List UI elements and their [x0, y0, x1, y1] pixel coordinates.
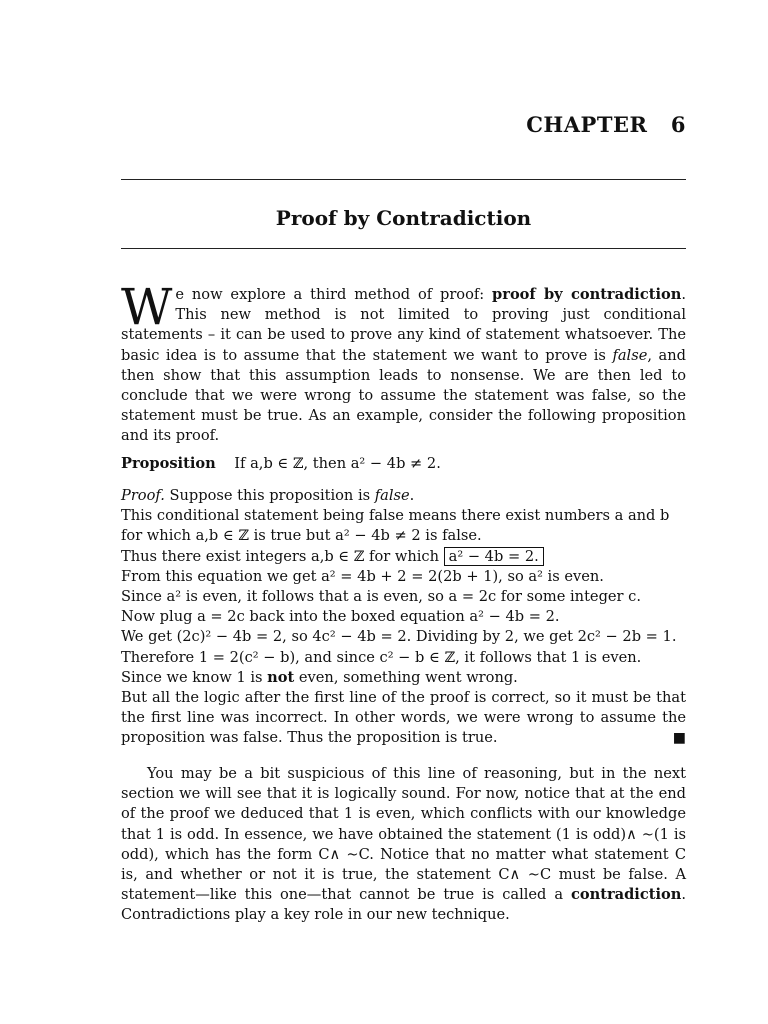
intro-paragraph	[121, 278, 686, 447]
bottom-rule	[121, 248, 686, 249]
proposition	[121, 454, 686, 474]
chapter-number: 6	[670, 112, 686, 137]
proof-block	[121, 486, 686, 749]
qed-icon: ■	[672, 730, 686, 747]
proof-text: Since we know 1 is	[121, 668, 268, 686]
boxed-equation: a² − 4b = 2.	[444, 547, 544, 566]
proof-bold-not: not	[267, 668, 295, 686]
closing-text-1: You may be a bit suspicious of this line of reasoning, but in the next section we will see that it is logically sound. For now, notice that at the end of the proof we deduced that 1 is even, which conflicts with our knowledge that 1 is odd. In essence, we have obtained the statement (1 is odd)∧ ∼(1 is odd), which has the form C∧ ∼C. Notice that no matter what statement C is, and whether or not it is true, the statement C∧ ∼C must be false. A statement—like this one—that cannot be true is called a	[121, 765, 686, 904]
intro-text-1: e now explore a third method of proof:	[175, 286, 493, 303]
intro-text-2: . This new method is not limited to proving just conditional statements – it can be used to prove any kind of statement whatsoever. The basic idea is to assume that the statement we want to prove is	[121, 286, 686, 364]
proof-line-1	[121, 486, 686, 506]
intro-italic-false: false	[612, 346, 648, 364]
proof-conclusion	[121, 688, 686, 749]
proof-line-9: Therefore 1 = 2(c² − b), and since c² − b ∈ ℤ, it follows that 1 is even.	[121, 648, 642, 666]
closing-paragraph	[121, 764, 686, 926]
proof-line-6: Since a² is even, it follows that a is even, so a = 2c for some integer c.	[121, 588, 641, 606]
intro-bold-term: proof by contradiction	[492, 286, 682, 303]
proof-text: .	[409, 487, 415, 504]
intro-text-3: , and then show that this assumption leads to nonsense. We are then led to conclude that we were wrong to assume the statement was false, so the statement must be true. As an example, consider the following proposition and its proof.	[121, 346, 686, 445]
page-title: Proof by Contradiction	[275, 206, 532, 230]
chapter-heading	[526, 112, 686, 137]
drop-cap: W	[121, 278, 173, 336]
proof-text: Suppose this proposition is	[164, 487, 375, 504]
top-rule	[121, 179, 686, 180]
proof-line-5: From this equation we get a² = 4b + 2 = 2(2b + 1), so a² is even.	[121, 567, 604, 585]
proof-line-3: for which a,b ∈ ℤ is true but a² − 4b ≠ 2 is false.	[121, 527, 482, 545]
closing-text-2: . Contradictions play a key role in our new technique.	[121, 886, 686, 924]
proof-conclusion-text: But all the logic after the first line of the proof is correct, so it must be that the first line was incorrect. In other words, we were wrong to assume the proposition was false. Thus the proposition is true.	[121, 689, 686, 747]
proof-label: Proof.	[121, 487, 165, 504]
proof-text: even, something went wrong.	[294, 668, 518, 686]
proof-line-4	[121, 547, 686, 567]
proof-text: Thus there exist integers a,b ∈ ℤ for which	[121, 547, 444, 565]
chapter-label: CHAPTER	[526, 112, 648, 137]
proposition-label: Proposition	[121, 455, 216, 472]
proof-line-8: We get (2c)² − 4b = 2, so 4c² − 4b = 2. Dividing by 2, we get 2c² − 2b = 1.	[121, 628, 677, 646]
proof-line-2: This conditional statement being false means there exist numbers a and b	[121, 507, 670, 525]
proof-line-10	[121, 668, 686, 688]
proposition-statement: If a,b ∈ ℤ, then a² − 4b ≠ 2.	[234, 455, 441, 472]
proof-italic: false	[374, 487, 410, 504]
proof-line-7: Now plug a = 2c back into the boxed equation a² − 4b = 2.	[121, 608, 560, 626]
closing-bold-term: contradiction	[570, 886, 682, 904]
